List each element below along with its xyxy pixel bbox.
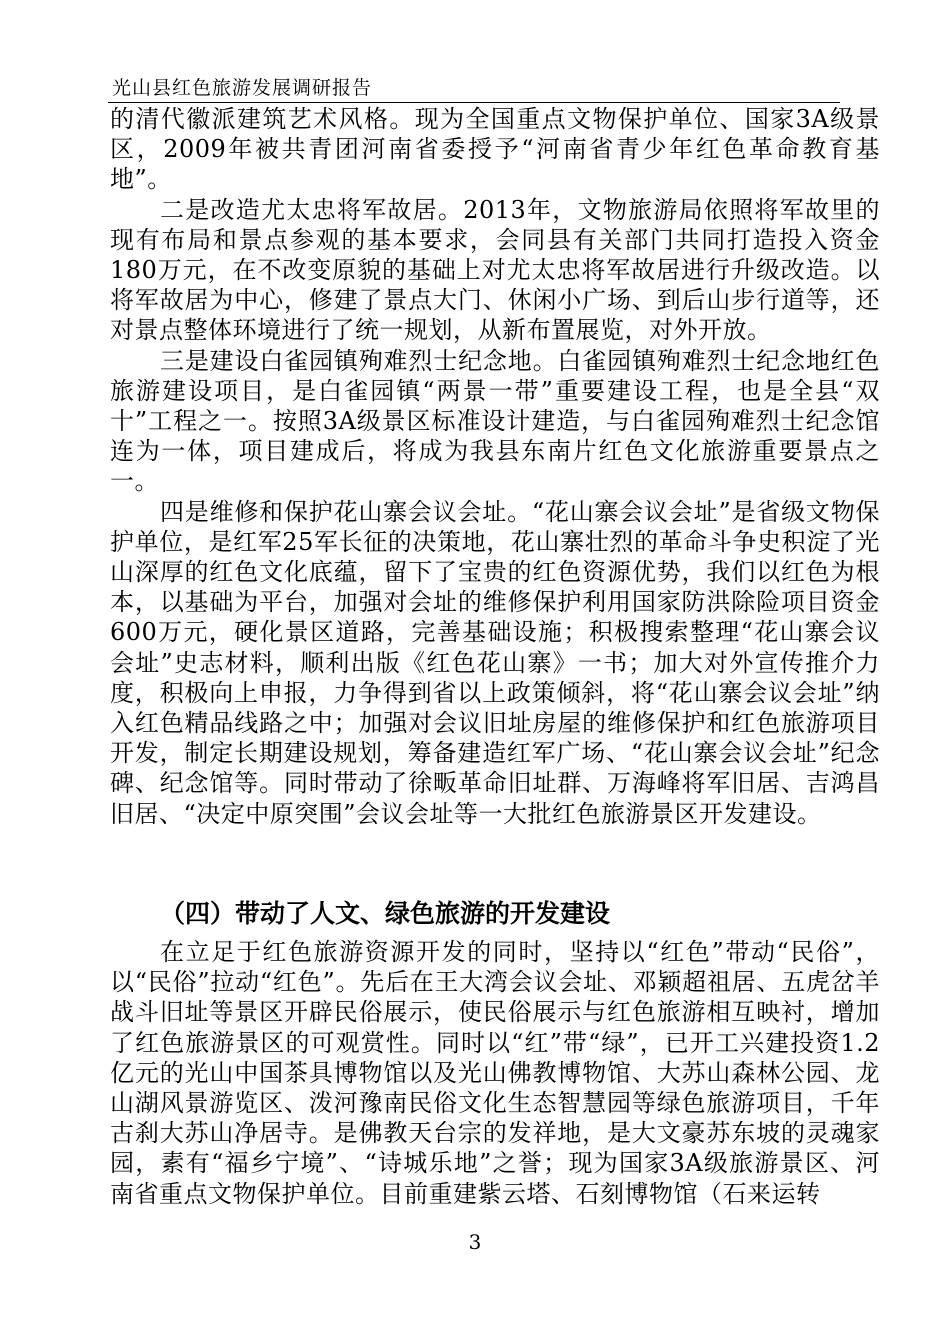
paragraph-item-3: 三是建设白雀园镇殉难烈士纪念地。白雀园镇殉难烈士纪念地红色旅游建设项目，是白雀园镇“两景一带”重要建设工程，也是全县“双十”工程之一。按照3A级景区标准设计建造，与白雀园殉难烈士纪念馆连为一体，项目建成后，将成为我县东南片红色文化旅游重要景点之一。	[110, 346, 880, 496]
header-divider	[108, 102, 840, 103]
body-text-bottom	[110, 937, 880, 1209]
paragraph-continuation: 的清代徽派建筑艺术风格。现为全国重点文物保护单位、国家3A级景区，2009年被共青团河南省委授予“河南省青少年红色革命教育基地”。	[110, 105, 880, 194]
paragraph-section-4: 在立足于红色旅游资源开发的同时，坚持以“红色”带动“民俗”，以“民俗”拉动“红色”。先后在王大湾会议会址、邓颖超祖居、五虎岔羊战斗旧址等景区开辟民俗展示，使民俗展示与红色旅游相互映衬，增加了红色旅游景区的可观赏性。同时以“红”带“绿”，已开工兴建投资1.2亿元的光山中国茶具博物馆以及光山佛教博物馆、大苏山森林公园、龙山湖风景游览区、泼河豫南民俗文化生态智慧园等绿色旅游项目，千年古刹大苏山净居寺。是佛教天台宗的发祥地，是大文豪苏东坡的灵魂家园，素有“福乡宁境”、“诗城乐地”之誉；现为国家3A级旅游景区、河南省重点文物保护单位。目前重建紫云塔、石刻博物馆（石来运转	[110, 938, 880, 1208]
paragraph-item-2: 二是改造尤太忠将军故居。2013年，文物旅游局依照将军故里的现有布局和景点参观的基本要求，会同县有关部门共同打造投入资金180万元，在不改变原貌的基础上对尤太忠将军故居进行升级改造。以将军故居为中心，修建了景点大门、休闲小广场、到后山步行道等，还对景点整体环境进行了统一规划，从新布置展览，对外开放。	[110, 195, 880, 345]
paragraph-item-4: 四是维修和保护花山寨会议会址。“花山寨会议会址”是省级文物保护单位，是红军25军长征的决策地，花山寨壮烈的革命斗争史积淀了光山深厚的红色文化底蕴，留下了宝贵的红色资源优势，我们以红色为根本，以基础为平台，加强对会址的维修保护利用国家防洪除险项目资金600万元，硬化景区道路，完善基础设施；积极搜索整理“花山寨会议会址”史志材料，顺利出版《红色花山寨》一书；加大对外宣传推介力度，积极向上申报，力争得到省以上政策倾斜，将“花山寨会议会址”纳入红色精品线路之中；加强对会议旧址房屋的维修保护和红色旅游项目开发，制定长期建设规划，筹备建造红军广场、“花山寨会议会址”纪念碑、纪念馆等。同时带动了徐畈革命旧址群、万海峰将军旧居、吉鸿昌旧居、“决定中原突围”会议会址等一大批红色旅游景区开发建设。	[110, 497, 880, 828]
page-number: 3	[468, 1230, 482, 1254]
running-header: 光山县红色旅游发展调研报告	[112, 77, 373, 99]
body-text-top	[110, 104, 880, 829]
section-heading: （四）带动了人文、绿色旅游的开发建设	[160, 899, 611, 928]
